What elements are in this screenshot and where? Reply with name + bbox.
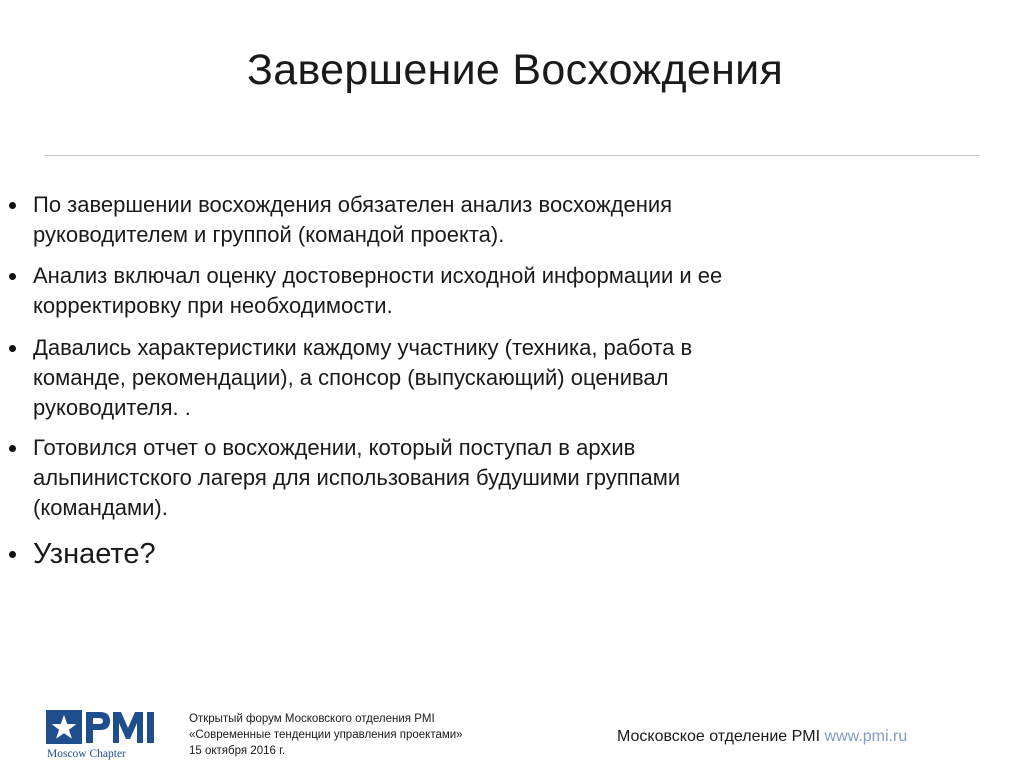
- bullet-dot-icon: [9, 345, 16, 352]
- event-line: 15 октября 2016 г.: [189, 745, 286, 757]
- bullet-line: По завершении восхождения обязателен анализ восхождения: [33, 192, 673, 217]
- bullet-dot-icon: [9, 445, 16, 452]
- bullet-line: Анализ включал оценку достоверности исходной информации и ее: [33, 263, 723, 288]
- bullet-line: Готовился отчет о восхождении, который поступал в архив: [33, 435, 636, 460]
- website-link[interactable]: www.pmi.ru: [824, 728, 908, 745]
- bullet-dot-icon: [9, 202, 16, 209]
- bullet-item: [33, 190, 873, 250]
- bullet-line: альпинистского лагеря для использования будушими группами: [33, 465, 681, 490]
- event-info: [189, 711, 463, 759]
- bullet-line: корректировку при необходимости.: [33, 293, 393, 318]
- bullet-item: [33, 433, 873, 523]
- pmi-logo[interactable]: [46, 710, 168, 760]
- bullet-line: руководителя. .: [33, 395, 191, 420]
- bullet-line: Узнаете?: [33, 538, 156, 570]
- pmi-logo-icon: [46, 710, 168, 760]
- event-line: Открытый форум Московского отделения PMI: [189, 713, 435, 725]
- event-line: «Современные тенденции управления проектами»: [189, 729, 463, 741]
- bullet-dot-icon: [9, 273, 16, 280]
- chapter-name: Московское отделение PMI: [617, 728, 821, 745]
- bullet-dot-icon: [9, 551, 16, 558]
- bullet-item: [33, 536, 873, 572]
- bullet-item: [33, 261, 873, 321]
- bullet-line: Давались характеристики каждому участнику (техника, работа в: [33, 335, 693, 360]
- bullet-item: [33, 333, 873, 423]
- bullet-line: (командами).: [33, 495, 168, 520]
- slide-title: Завершение Восхождения: [246, 46, 784, 94]
- bullet-line: команде, рекомендации), а спонсор (выпускающий) оценивал: [33, 365, 669, 390]
- chapter-credit: [617, 728, 907, 746]
- bullet-line: руководителем и группой (командой проекта).: [33, 222, 505, 247]
- logo-caption: Moscow Chapter: [47, 748, 126, 760]
